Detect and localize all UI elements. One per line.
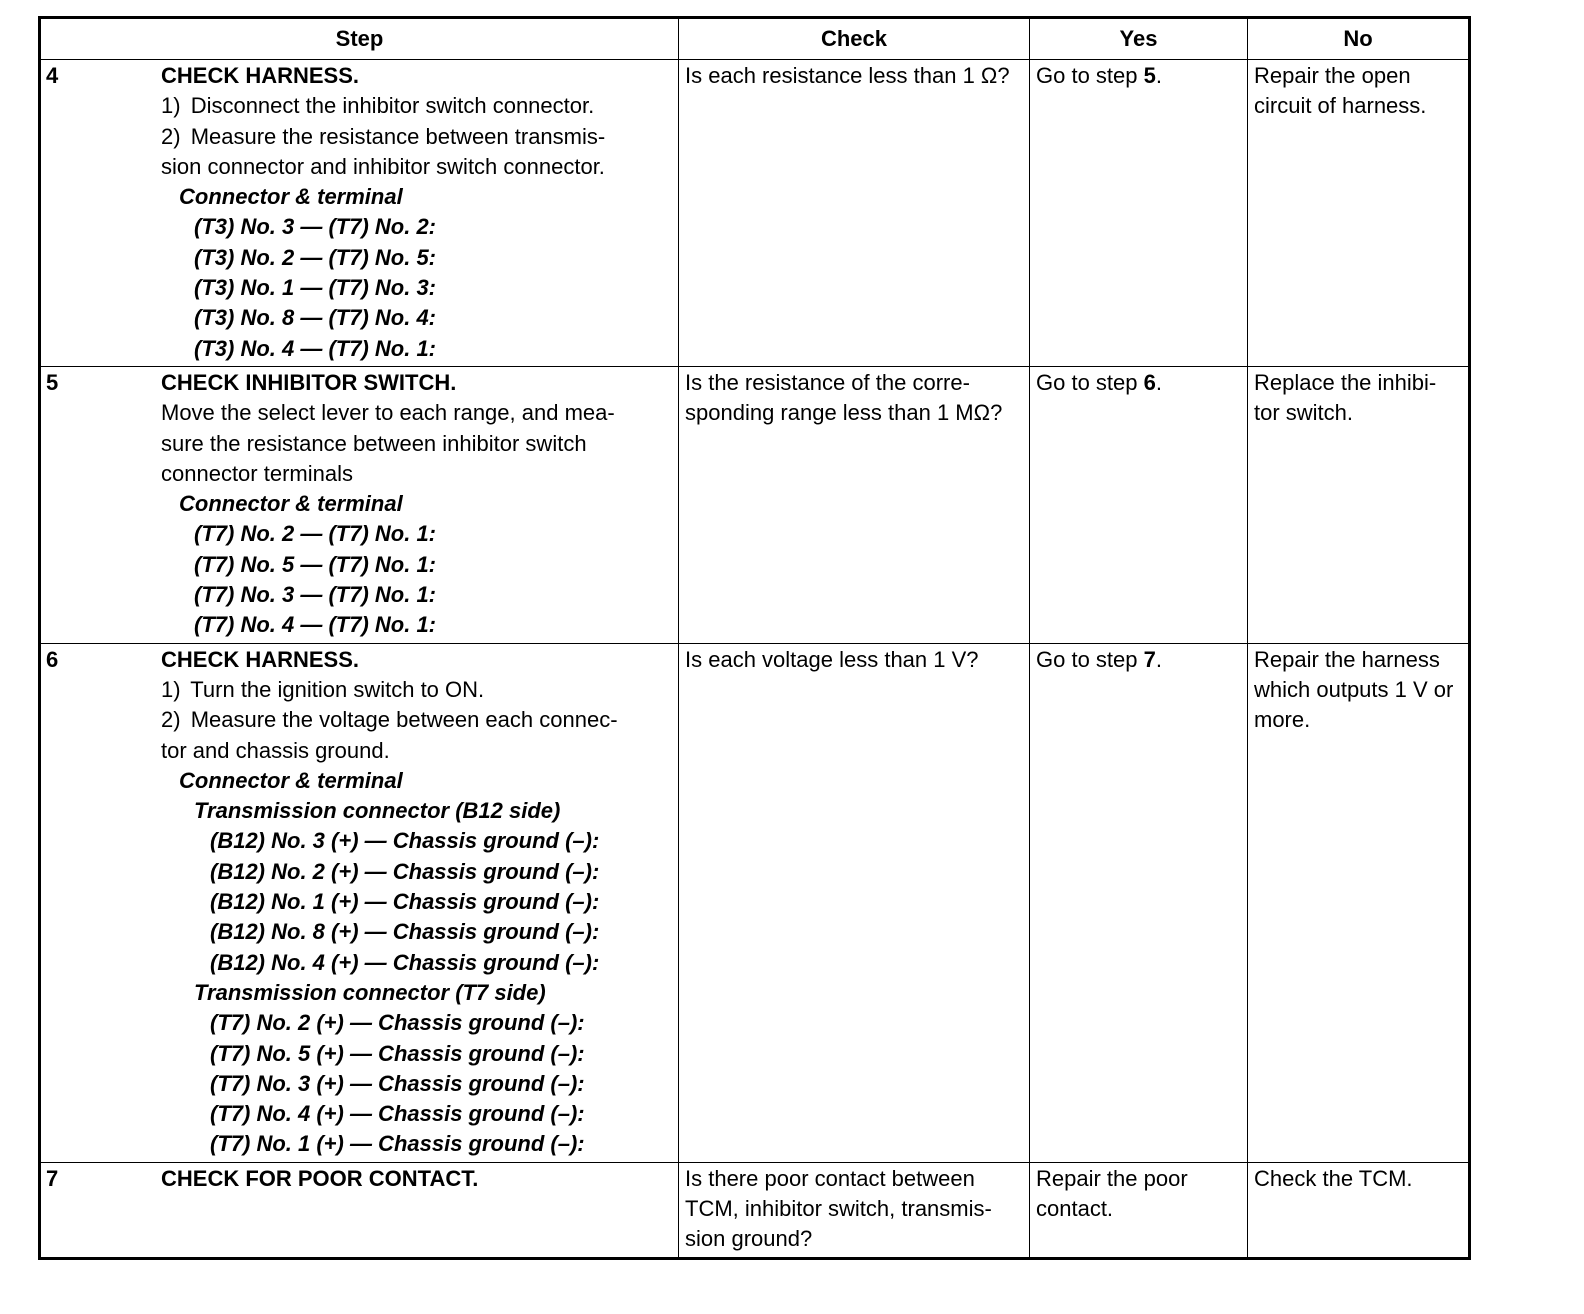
voltage-check-item: (B12) No. 2 (+) — Chassis ground (–): (210, 858, 600, 884)
terminal-pair: (T7) No. 2 — (T7) No. 1: (194, 521, 436, 547)
step-title: CHECK INHIBITOR SWITCH. (161, 369, 457, 395)
header-check: Check (679, 18, 1030, 60)
terminal-pair: (T3) No. 4 — (T7) No. 1: (194, 335, 436, 361)
no-cell: Repair the harness which outputs 1 V or more. (1248, 643, 1470, 1162)
connector-terminal-label: Connector & terminal (179, 184, 403, 210)
table-row-step-6 (40, 643, 1470, 1162)
voltage-check-item: (T7) No. 5 (+) — Chassis ground (–): (210, 1040, 585, 1066)
instruction-line: 1) Disconnect the inhibitor switch connector. (161, 93, 595, 119)
step-body (161, 368, 674, 641)
yes-cell: Repair the poor contact. (1030, 1162, 1248, 1258)
step-number: 7 (46, 1165, 59, 1191)
header-step: Step (40, 18, 679, 60)
voltage-check-item: (T7) No. 2 (+) — Chassis ground (–): (210, 1010, 585, 1036)
diagnostic-table-container (38, 16, 1468, 1260)
step-number: 5 (46, 369, 59, 395)
step-title: CHECK HARNESS. (161, 63, 360, 88)
table-row-step-7 (40, 1162, 1470, 1258)
instruction-line: connector terminals (161, 460, 353, 486)
instruction-line: Move the select lever to each range, and mea- (161, 400, 615, 426)
terminal-pair: (T7) No. 3 — (T7) No. 1: (194, 582, 436, 608)
check-cell: Is each voltage less than 1 V? (679, 643, 1030, 1162)
terminal-pair: (T3) No. 2 — (T7) No. 5: (194, 244, 436, 270)
check-cell: Is the resistance of the corre- sponding range less than 1 MΩ? (679, 366, 1030, 643)
step-cell (40, 643, 679, 1162)
yes-cell: Go to step 5. (1030, 60, 1248, 367)
voltage-check-item: (T7) No. 4 (+) — Chassis ground (–): (210, 1101, 585, 1127)
terminal-pair: (T7) No. 4 — (T7) No. 1: (194, 612, 436, 638)
no-cell: Check the TCM. (1248, 1162, 1470, 1258)
instruction-line: sion connector and inhibitor switch connector. (161, 153, 605, 179)
check-cell: Is each resistance less than 1 Ω? (679, 60, 1030, 367)
no-cell: Replace the inhibi- tor switch. (1248, 366, 1470, 643)
voltage-check-item: (B12) No. 1 (+) — Chassis ground (–): (210, 889, 600, 915)
header-row (40, 18, 1470, 60)
step-cell (40, 1162, 679, 1258)
terminal-pair: (T3) No. 3 — (T7) No. 2: (194, 214, 436, 240)
voltage-check-item: (B12) No. 8 (+) — Chassis ground (–): (210, 919, 600, 945)
instruction-line: 2) Measure the voltage between each connec- (161, 707, 618, 733)
connector-terminal-label: Connector & terminal (179, 767, 403, 793)
step-number: 4 (46, 63, 59, 88)
table-row-step-5 (40, 366, 1470, 643)
step-body (161, 61, 674, 364)
yes-cell: Go to step 6. (1030, 366, 1248, 643)
terminal-pair: (T7) No. 5 — (T7) No. 1: (194, 551, 436, 577)
connector-terminal-label: Connector & terminal (179, 491, 403, 517)
no-cell: Repair the open circuit of harness. (1248, 60, 1470, 367)
terminal-pair: (T3) No. 8 — (T7) No. 4: (194, 305, 436, 331)
voltage-check-item: (B12) No. 4 (+) — Chassis ground (–): (210, 949, 600, 975)
instruction-line: 1) Turn the ignition switch to ON. (161, 676, 485, 702)
step-body (161, 645, 674, 1160)
terminal-pair: (T3) No. 1 — (T7) No. 3: (194, 275, 436, 301)
step-body (161, 1164, 674, 1194)
yes-cell: Go to step 7. (1030, 643, 1248, 1162)
instruction-line: sure the resistance between inhibitor switch (161, 430, 587, 456)
table-row-step-4 (40, 60, 1470, 367)
step-cell (40, 366, 679, 643)
voltage-check-item: (T7) No. 3 (+) — Chassis ground (–): (210, 1070, 585, 1096)
connector-group-label: Transmission connector (B12 side) (194, 798, 561, 824)
check-cell: Is there poor contact between TCM, inhibitor switch, transmis- sion ground? (679, 1162, 1030, 1258)
step-cell (40, 60, 679, 367)
step-number: 6 (46, 646, 59, 672)
diagnostic-table (38, 16, 1471, 1260)
header-no: No (1248, 18, 1470, 60)
step-title: CHECK FOR POOR CONTACT. (161, 1165, 479, 1191)
step-title: CHECK HARNESS. (161, 646, 360, 672)
connector-group-label: Transmission connector (T7 side) (194, 979, 546, 1005)
voltage-check-item: (B12) No. 3 (+) — Chassis ground (–): (210, 828, 600, 854)
header-yes: Yes (1030, 18, 1248, 60)
instruction-line: 2) Measure the resistance between transmis- (161, 123, 606, 149)
voltage-check-item: (T7) No. 1 (+) — Chassis ground (–): (210, 1131, 585, 1157)
instruction-line: tor and chassis ground. (161, 737, 390, 763)
